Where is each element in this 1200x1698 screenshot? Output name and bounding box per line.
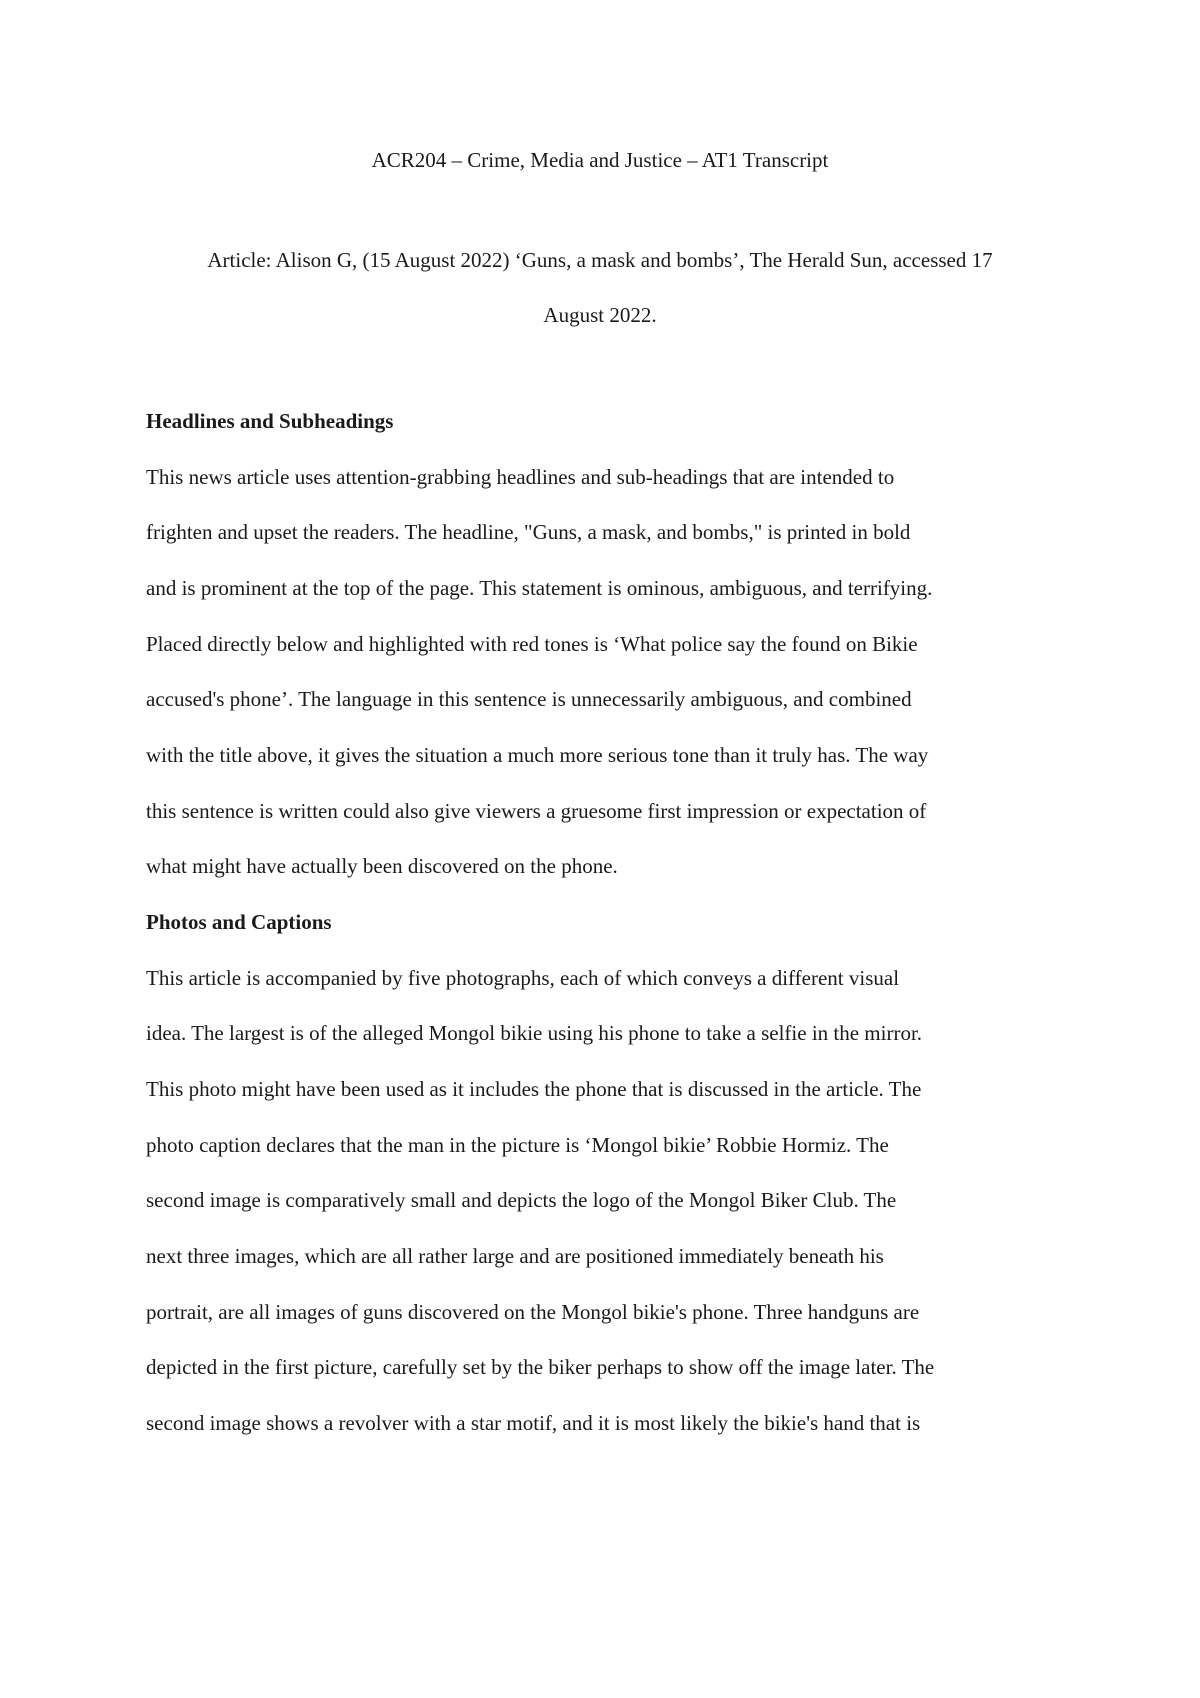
citation-line: August 2022. [543,303,657,327]
citation-line: Article: Alison G, (15 August 2022) ‘Guns, a mask and bombs’, The Herald Sun, accessed 17 [207,248,993,272]
paragraph-line: with the title above, it gives the situation a much more serious tone than it truly has. The way [146,743,929,767]
paragraph-line: depicted in the first picture, carefully set by the biker perhaps to show off the image later. The [146,1355,935,1379]
paragraph-line: portrait, are all images of guns discovered on the Mongol bikie's phone. Three handguns are [146,1300,920,1324]
paragraph-line: accused's phone’. The language in this sentence is unnecessarily ambiguous, and combined [146,687,912,711]
paragraph-line: photo caption declares that the man in the picture is ‘Mongol bikie’ Robbie Hormiz. The [146,1133,889,1157]
paragraph-line: This article is accompanied by five photographs, each of which conveys a different visual [146,966,900,990]
document-title: ACR204 – Crime, Media and Justice – AT1 Transcript [371,148,829,172]
paragraph-line: Placed directly below and highlighted with red tones is ‘What police say the found on Bikie [146,632,918,656]
paragraph-line: next three images, which are all rather large and are positioned immediately beneath his [146,1244,884,1268]
paragraph-line: This news article uses attention-grabbing headlines and sub-headings that are intended to [146,465,895,489]
paragraph-line: second image is comparatively small and depicts the logo of the Mongol Biker Club. The [146,1188,897,1212]
paragraph-line: second image shows a revolver with a star motif, and it is most likely the bikie's hand that is [146,1411,921,1435]
paragraph-line: idea. The largest is of the alleged Mongol bikie using his phone to take a selfie in the mirror. [146,1021,923,1045]
paragraph-line: and is prominent at the top of the page. This statement is ominous, ambiguous, and terrifying. [146,576,933,600]
section-heading: Headlines and Subheadings [146,409,394,433]
paragraph-line: frighten and upset the readers. The headline, "Guns, a mask, and bombs," is printed in bold [146,520,911,544]
paragraph-line: what might have actually been discovered on the phone. [146,854,618,878]
paragraph-line: this sentence is written could also give viewers a gruesome first impression or expectation of [146,799,927,823]
paragraph-line: This photo might have been used as it includes the phone that is discussed in the article. The [146,1077,922,1101]
section-heading: Photos and Captions [146,910,332,934]
